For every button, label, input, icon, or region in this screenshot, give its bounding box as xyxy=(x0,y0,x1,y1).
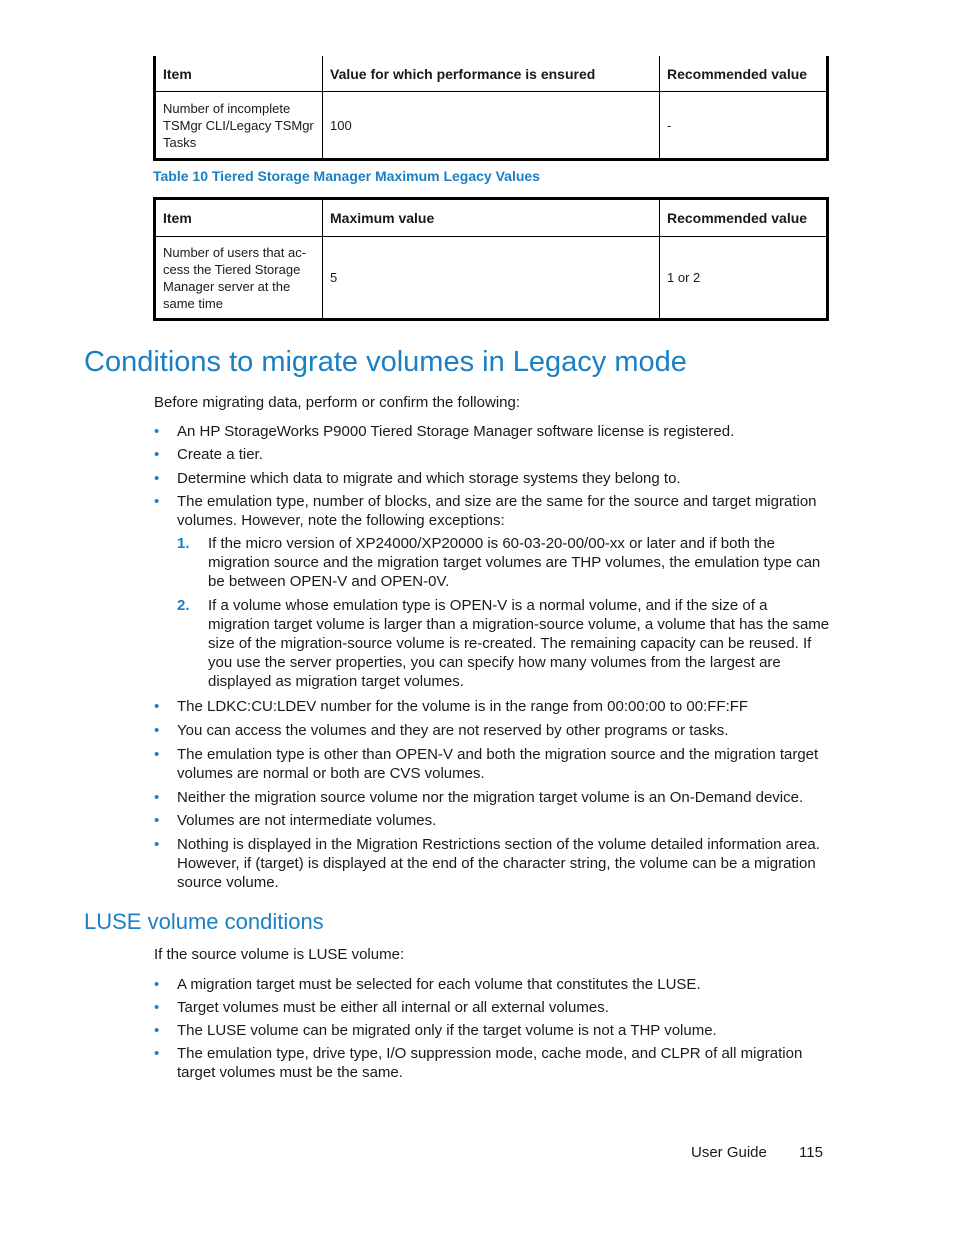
list-item-text: An HP StorageWorks P9000 Tiered Storage Manager software license is registered. xyxy=(177,423,735,440)
section-title: Conditions to migrate volumes in Legacy mode xyxy=(84,346,687,378)
legacy-values-table xyxy=(153,197,829,321)
table-row xyxy=(155,92,828,160)
performance-table xyxy=(153,56,829,161)
list-item xyxy=(154,1021,830,1040)
luse-intro-paragraph: If the source volume is LUSE volume: xyxy=(154,946,405,963)
conditions-list xyxy=(154,422,830,892)
bullet-icon: • xyxy=(154,493,160,510)
list-item-text: The LDKC:CU:LDEV number for the volume is in the range from 00:00:00 to 00:FF:FF xyxy=(177,698,749,715)
list-item-text: The emulation type, number of blocks, and size are the same for the source and target migration volumes. However, note the following exceptions: xyxy=(177,493,817,529)
list-item xyxy=(154,721,830,740)
list-item-text: Neither the migration source volume nor the migration target volume is an On-Demand device. xyxy=(177,789,804,806)
list-item xyxy=(154,469,830,488)
table-header-cell: Maximum value xyxy=(323,199,660,237)
list-item xyxy=(154,788,830,807)
table-cell: 100 xyxy=(323,92,660,160)
list-item-text: The emulation type, drive type, I/O suppression mode, cache mode, and CLPR of all migration target volumes must be the same. xyxy=(177,1045,803,1081)
bullet-icon: • xyxy=(154,746,160,763)
table-caption: Table 10 Tiered Storage Manager Maximum Legacy Values xyxy=(153,168,540,184)
table-header-row xyxy=(155,199,828,237)
table-header-cell: Item xyxy=(155,56,323,92)
list-item xyxy=(154,835,830,892)
list-item-text: A migration target must be selected for each volume that constitutes the LUSE. xyxy=(177,976,701,993)
table-header-cell: Recommended value xyxy=(660,56,828,92)
list-item-text: Determine which data to migrate and which storage systems they belong to. xyxy=(177,470,681,487)
list-item xyxy=(154,811,830,830)
list-item-text: Create a tier. xyxy=(177,446,263,463)
list-item xyxy=(154,492,830,691)
list-item-text: You can access the volumes and they are not reserved by other programs or tasks. xyxy=(177,722,729,739)
subsection-title: LUSE volume conditions xyxy=(84,909,324,934)
bullet-icon: • xyxy=(154,698,160,715)
table-cell: Number of incomplete TSMgr CLI/Legacy TSMgr Tasks xyxy=(163,100,314,150)
list-item xyxy=(154,697,830,716)
table-header-cell: Value for which performance is ensured xyxy=(323,56,660,92)
table-header-cell: Item xyxy=(155,199,323,237)
numbered-item-text: If a volume whose emulation type is OPEN-V is a normal volume, and if the size of a migration target volume is larger than a migration-source volume, a volume that has the same size of the migration-source volume is re-created. The remaining capacity can be reused. If you use the server properties, you can specify how many volumes from the largest are displayed as migration target volumes. xyxy=(208,597,830,690)
list-item-text: The emulation type is other than OPEN-V and both the migration source and the migration target volumes are normal or both are CVS volumes. xyxy=(177,746,819,782)
list-item xyxy=(154,975,830,994)
bullet-icon: • xyxy=(154,722,160,739)
list-item-text: Volumes are not intermediate volumes. xyxy=(177,812,437,829)
bullet-icon: • xyxy=(154,976,160,993)
footer-label: User Guide xyxy=(691,1144,767,1161)
exceptions-list xyxy=(177,534,830,691)
page-number: 115 xyxy=(799,1144,823,1161)
table-row xyxy=(155,237,828,320)
list-item xyxy=(154,1044,830,1082)
intro-paragraph: Before migrating data, perform or confirm the following: xyxy=(154,394,520,411)
bullet-icon: • xyxy=(154,423,160,440)
list-item xyxy=(154,998,830,1017)
table-header-cell: Recommended value xyxy=(660,199,828,237)
table-cell: 5 xyxy=(323,237,660,320)
bullet-icon: • xyxy=(154,836,160,853)
numbered-item xyxy=(177,596,830,691)
bullet-icon: • xyxy=(154,999,160,1016)
bullet-icon: • xyxy=(154,1045,160,1062)
list-item-text: Target volumes must be either all internal or all external volumes. xyxy=(177,999,609,1016)
bullet-icon: • xyxy=(154,812,160,829)
table-cell: - xyxy=(660,92,828,160)
list-item xyxy=(154,745,830,783)
bullet-icon: • xyxy=(154,470,160,487)
bullet-icon: • xyxy=(154,446,160,463)
numbered-item-text: If the micro version of XP24000/XP20000 is 60-03-20-00/00-xx or later and if both the migration source and the migration target volumes are THP volumes, the emulation type can be between OPEN-V and OPEN-0V. xyxy=(208,535,821,590)
list-item xyxy=(154,422,830,441)
bullet-icon: • xyxy=(154,789,160,806)
numbered-item xyxy=(177,534,830,591)
list-item-text: Nothing is displayed in the Migration Restrictions section of the volume detailed information area. However, if (target) is displayed at the end of the character string, the volume can be a migration source volume. xyxy=(177,836,820,891)
table-cell: 1 or 2 xyxy=(660,237,828,320)
bullet-icon: • xyxy=(154,1022,160,1039)
item-number: 2. xyxy=(177,597,190,614)
table-cell: Number of users that ac-cess the Tiered Storage Manager server at the same time xyxy=(163,244,307,311)
table-header-row xyxy=(155,56,828,92)
list-item-text: The LUSE volume can be migrated only if the target volume is not a THP volume. xyxy=(177,1022,717,1039)
luse-conditions-list xyxy=(154,975,830,1082)
item-number: 1. xyxy=(177,535,190,552)
list-item xyxy=(154,445,830,464)
